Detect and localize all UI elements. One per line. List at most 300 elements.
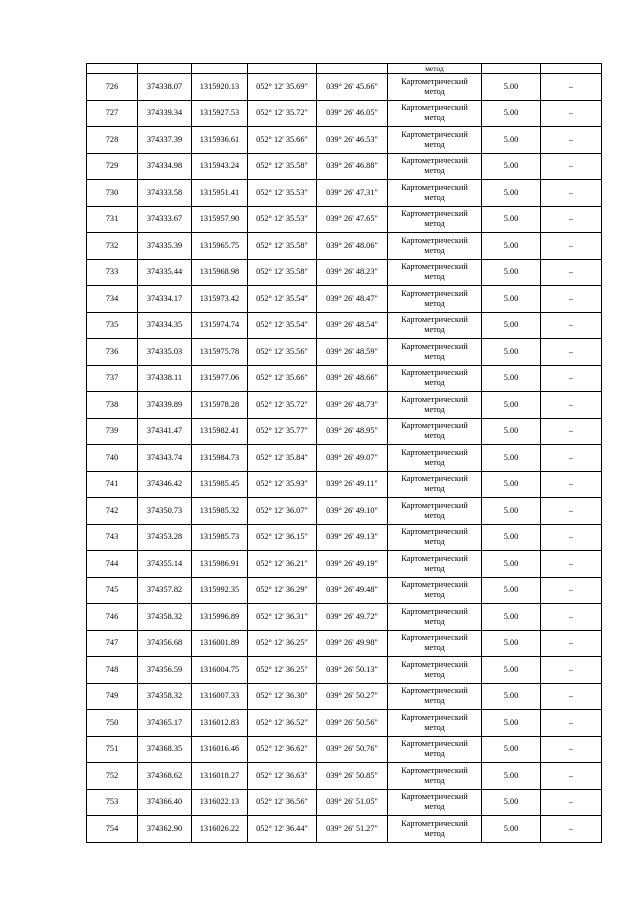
accuracy-cell: 5.00 <box>482 233 541 260</box>
point-number-cell: 733 <box>87 259 138 286</box>
accuracy-cell: 5.00 <box>482 471 541 498</box>
longitude-cell: 039° 26' 48.23" <box>317 259 388 286</box>
x-coordinate-cell: 374353.28 <box>138 524 192 551</box>
note-cell: – <box>541 736 602 763</box>
table-row <box>87 551 602 578</box>
table-row <box>87 736 602 763</box>
method-cell <box>388 683 482 710</box>
method-line-2: метод <box>424 616 445 626</box>
x-coordinate-cell: 374368.35 <box>138 736 192 763</box>
y-coordinate-cell: 1316004.75 <box>192 657 248 684</box>
accuracy-cell: 5.00 <box>482 710 541 737</box>
latitude-cell: 052° 12' 35.93" <box>248 471 317 498</box>
table-row <box>87 153 602 180</box>
latitude-cell: 052° 12' 35.56" <box>248 339 317 366</box>
method-line-2: метод <box>424 643 445 653</box>
method-cell <box>388 418 482 445</box>
table-row <box>87 100 602 127</box>
method-line-2: метод <box>424 245 445 255</box>
point-number-cell: 748 <box>87 657 138 684</box>
method-line-2: метод <box>424 378 445 388</box>
x-coordinate-cell: 374350.73 <box>138 498 192 525</box>
y-coordinate-cell: 1315985.45 <box>192 471 248 498</box>
method-cell <box>388 710 482 737</box>
y-coordinate-cell: 1315985.73 <box>192 524 248 551</box>
method-cell <box>388 392 482 419</box>
point-number-cell: 746 <box>87 604 138 631</box>
accuracy-cell: 5.00 <box>482 74 541 101</box>
table-row <box>87 259 602 286</box>
note-cell: – <box>541 789 602 816</box>
method-line-1: Картометрический <box>401 659 468 669</box>
accuracy-cell: 5.00 <box>482 789 541 816</box>
method-line-1: Картометрический <box>401 129 468 139</box>
table-row <box>87 604 602 631</box>
table-row <box>87 657 602 684</box>
cell-continued-5 <box>317 64 388 74</box>
latitude-cell: 052° 12' 35.72" <box>248 100 317 127</box>
x-coordinate-cell: 374365.17 <box>138 710 192 737</box>
longitude-cell: 039° 26' 49.48" <box>317 577 388 604</box>
longitude-cell: 039° 26' 50.76" <box>317 736 388 763</box>
method-line-1: Картометрический <box>401 421 468 431</box>
latitude-cell: 052° 12' 35.54" <box>248 286 317 313</box>
latitude-cell: 052° 12' 36.25" <box>248 630 317 657</box>
latitude-cell: 052° 12' 35.66" <box>248 127 317 154</box>
method-line-2: метод <box>424 86 445 96</box>
longitude-cell: 039° 26' 46.88" <box>317 153 388 180</box>
accuracy-cell: 5.00 <box>482 630 541 657</box>
latitude-cell: 052° 12' 36.25" <box>248 657 317 684</box>
longitude-cell: 039° 26' 48.59" <box>317 339 388 366</box>
note-cell: – <box>541 392 602 419</box>
point-number-cell: 737 <box>87 365 138 392</box>
x-coordinate-cell: 374338.07 <box>138 74 192 101</box>
method-line-1: Картометрический <box>401 553 468 563</box>
x-coordinate-cell: 374334.17 <box>138 286 192 313</box>
point-number-cell: 752 <box>87 763 138 790</box>
table-row <box>87 339 602 366</box>
latitude-cell: 052° 12' 36.52" <box>248 710 317 737</box>
latitude-cell: 052° 12' 35.53" <box>248 180 317 207</box>
x-coordinate-cell: 374339.89 <box>138 392 192 419</box>
x-coordinate-cell: 374366.40 <box>138 789 192 816</box>
method-line-1: Картометрический <box>401 527 468 537</box>
table-row <box>87 392 602 419</box>
x-coordinate-cell: 374335.39 <box>138 233 192 260</box>
y-coordinate-cell: 1315984.73 <box>192 445 248 472</box>
method-line-1: Картометрический <box>401 156 468 166</box>
method-line-1: Картометрический <box>401 341 468 351</box>
x-coordinate-cell: 374358.32 <box>138 683 192 710</box>
table-row <box>87 445 602 472</box>
point-number-cell: 750 <box>87 710 138 737</box>
cell-continued-2 <box>138 64 192 74</box>
point-number-cell: 740 <box>87 445 138 472</box>
table-row <box>87 789 602 816</box>
method-line-2: метод <box>424 298 445 308</box>
y-coordinate-cell: 1315936.61 <box>192 127 248 154</box>
table-row <box>87 365 602 392</box>
point-number-cell: 729 <box>87 153 138 180</box>
y-coordinate-cell: 1315986.91 <box>192 551 248 578</box>
x-coordinate-cell: 374368.62 <box>138 763 192 790</box>
table-row <box>87 683 602 710</box>
method-cell <box>388 100 482 127</box>
y-coordinate-cell: 1316018.27 <box>192 763 248 790</box>
method-line-2: метод <box>424 113 445 123</box>
method-cell <box>388 577 482 604</box>
table-row <box>87 312 602 339</box>
longitude-cell: 039° 26' 49.11" <box>317 471 388 498</box>
accuracy-cell: 5.00 <box>482 127 541 154</box>
method-line-2: метод <box>424 749 445 759</box>
note-cell: – <box>541 816 602 843</box>
method-cell <box>388 180 482 207</box>
point-number-cell: 753 <box>87 789 138 816</box>
method-cell <box>388 233 482 260</box>
latitude-cell: 052° 12' 36.62" <box>248 736 317 763</box>
method-line-1: Картометрический <box>401 580 468 590</box>
method-line-2: метод <box>424 484 445 494</box>
method-line-2: метод <box>424 139 445 149</box>
y-coordinate-cell: 1316001.89 <box>192 630 248 657</box>
note-cell: – <box>541 657 602 684</box>
method-cell <box>388 471 482 498</box>
x-coordinate-cell: 374343.74 <box>138 445 192 472</box>
longitude-cell: 039° 26' 50.27" <box>317 683 388 710</box>
cell-continued-3 <box>192 64 248 74</box>
accuracy-cell: 5.00 <box>482 604 541 631</box>
method-line-2: метод <box>424 325 445 335</box>
x-coordinate-cell: 374337.39 <box>138 127 192 154</box>
accuracy-cell: 5.00 <box>482 339 541 366</box>
note-cell: – <box>541 630 602 657</box>
point-number-cell: 745 <box>87 577 138 604</box>
y-coordinate-cell: 1315996.89 <box>192 604 248 631</box>
method-line-1: Картометрический <box>401 262 468 272</box>
longitude-cell: 039° 26' 49.10" <box>317 498 388 525</box>
method-line-1: Картометрический <box>401 765 468 775</box>
latitude-cell: 052° 12' 35.58" <box>248 259 317 286</box>
table-row <box>87 524 602 551</box>
note-cell: – <box>541 233 602 260</box>
longitude-cell: 039° 26' 48.66" <box>317 365 388 392</box>
point-number-cell: 727 <box>87 100 138 127</box>
note-cell: – <box>541 339 602 366</box>
method-cell <box>388 365 482 392</box>
method-cell <box>388 763 482 790</box>
latitude-cell: 052° 12' 36.15" <box>248 524 317 551</box>
x-coordinate-cell: 374339.34 <box>138 100 192 127</box>
x-coordinate-cell: 374338.11 <box>138 365 192 392</box>
method-line-2: метод <box>424 563 445 573</box>
point-number-cell: 747 <box>87 630 138 657</box>
point-number-cell: 726 <box>87 74 138 101</box>
method-line-1: Картометрический <box>401 315 468 325</box>
point-number-cell: 751 <box>87 736 138 763</box>
point-number-cell: 731 <box>87 206 138 233</box>
accuracy-cell: 5.00 <box>482 259 541 286</box>
method-cell <box>388 286 482 313</box>
method-cell <box>388 630 482 657</box>
table-row <box>87 286 602 313</box>
x-coordinate-cell: 374334.98 <box>138 153 192 180</box>
accuracy-cell: 5.00 <box>482 206 541 233</box>
x-coordinate-cell: 374355.14 <box>138 551 192 578</box>
method-cell <box>388 736 482 763</box>
method-line-1: Картометрический <box>401 76 468 86</box>
table-row <box>87 763 602 790</box>
method-line-2: метод <box>424 272 445 282</box>
longitude-cell: 039° 26' 49.13" <box>317 524 388 551</box>
longitude-cell: 039° 26' 47.31" <box>317 180 388 207</box>
y-coordinate-cell: 1315927.53 <box>192 100 248 127</box>
accuracy-cell: 5.00 <box>482 153 541 180</box>
method-cell <box>388 206 482 233</box>
point-number-cell: 743 <box>87 524 138 551</box>
note-cell: – <box>541 683 602 710</box>
note-cell: – <box>541 445 602 472</box>
table-row <box>87 127 602 154</box>
method-line-1: Картометрический <box>401 474 468 484</box>
method-cell <box>388 259 482 286</box>
table-body <box>87 64 602 843</box>
point-number-cell: 739 <box>87 418 138 445</box>
note-cell: – <box>541 206 602 233</box>
note-cell: – <box>541 180 602 207</box>
method-line-2: метод <box>424 590 445 600</box>
method-line-1: Картометрический <box>401 712 468 722</box>
method-line-1: Картометрический <box>401 182 468 192</box>
method-line-2: метод <box>424 510 445 520</box>
longitude-cell: 039° 26' 48.06" <box>317 233 388 260</box>
note-cell: – <box>541 604 602 631</box>
method-cell <box>388 498 482 525</box>
note-cell: – <box>541 471 602 498</box>
point-number-cell: 734 <box>87 286 138 313</box>
method-line-1: Картометрический <box>401 209 468 219</box>
method-line-1: Картометрический <box>401 368 468 378</box>
y-coordinate-cell: 1315992.35 <box>192 577 248 604</box>
longitude-cell: 039° 26' 49.72" <box>317 604 388 631</box>
method-line-1: Картометрический <box>401 818 468 828</box>
accuracy-cell: 5.00 <box>482 551 541 578</box>
point-number-cell: 754 <box>87 816 138 843</box>
latitude-cell: 052° 12' 35.53" <box>248 206 317 233</box>
y-coordinate-cell: 1315977.06 <box>192 365 248 392</box>
method-line-1: Картометрический <box>401 288 468 298</box>
point-number-cell: 742 <box>87 498 138 525</box>
method-line-2: метод <box>424 351 445 361</box>
point-number-cell: 741 <box>87 471 138 498</box>
accuracy-cell: 5.00 <box>482 657 541 684</box>
accuracy-cell: 5.00 <box>482 577 541 604</box>
y-coordinate-cell: 1315982.41 <box>192 418 248 445</box>
cell-continued-1 <box>87 64 138 74</box>
point-number-cell: 736 <box>87 339 138 366</box>
note-cell: – <box>541 259 602 286</box>
longitude-cell: 039° 26' 51.27" <box>317 816 388 843</box>
table-row <box>87 577 602 604</box>
note-cell: – <box>541 365 602 392</box>
point-number-cell: 728 <box>87 127 138 154</box>
latitude-cell: 052° 12' 36.29" <box>248 577 317 604</box>
x-coordinate-cell: 374341.47 <box>138 418 192 445</box>
method-line-2: метод <box>424 828 445 838</box>
latitude-cell: 052° 12' 36.21" <box>248 551 317 578</box>
method-line-2: метод <box>424 431 445 441</box>
y-coordinate-cell: 1315973.42 <box>192 286 248 313</box>
method-cell <box>388 604 482 631</box>
y-coordinate-cell: 1316007.33 <box>192 683 248 710</box>
y-coordinate-cell: 1316022.13 <box>192 789 248 816</box>
x-coordinate-cell: 374357.82 <box>138 577 192 604</box>
longitude-cell: 039° 26' 51.05" <box>317 789 388 816</box>
latitude-cell: 052° 12' 36.30" <box>248 683 317 710</box>
point-number-cell: 744 <box>87 551 138 578</box>
x-coordinate-cell: 374356.68 <box>138 630 192 657</box>
note-cell: – <box>541 763 602 790</box>
latitude-cell: 052° 12' 36.31" <box>248 604 317 631</box>
latitude-cell: 052° 12' 36.63" <box>248 763 317 790</box>
note-cell: – <box>541 74 602 101</box>
x-coordinate-cell: 374333.58 <box>138 180 192 207</box>
cell-continued-4 <box>248 64 317 74</box>
method-cell <box>388 312 482 339</box>
y-coordinate-cell: 1316026.22 <box>192 816 248 843</box>
method-line-1: Картометрический <box>401 633 468 643</box>
latitude-cell: 052° 12' 35.84" <box>248 445 317 472</box>
x-coordinate-cell: 374362.90 <box>138 816 192 843</box>
x-coordinate-cell: 374335.03 <box>138 339 192 366</box>
table-row <box>87 206 602 233</box>
method-line-2: метод <box>424 537 445 547</box>
y-coordinate-cell: 1315920.13 <box>192 74 248 101</box>
longitude-cell: 039° 26' 48.54" <box>317 312 388 339</box>
point-number-cell: 738 <box>87 392 138 419</box>
longitude-cell: 039° 26' 49.19" <box>317 551 388 578</box>
y-coordinate-cell: 1315965.75 <box>192 233 248 260</box>
longitude-cell: 039° 26' 48.47" <box>317 286 388 313</box>
method-line-2: метод <box>424 669 445 679</box>
method-line-1: Картометрический <box>401 235 468 245</box>
point-number-cell: 735 <box>87 312 138 339</box>
x-coordinate-cell: 374333.67 <box>138 206 192 233</box>
method-line-2: метод <box>424 802 445 812</box>
note-cell: – <box>541 127 602 154</box>
accuracy-cell: 5.00 <box>482 683 541 710</box>
note-cell: – <box>541 524 602 551</box>
y-coordinate-cell: 1315968.98 <box>192 259 248 286</box>
latitude-cell: 052° 12' 36.07" <box>248 498 317 525</box>
coordinates-table <box>86 63 602 843</box>
x-coordinate-cell: 374358.32 <box>138 604 192 631</box>
longitude-cell: 039° 26' 45.66" <box>317 74 388 101</box>
method-cell <box>388 657 482 684</box>
table-row <box>87 74 602 101</box>
y-coordinate-cell: 1315957.90 <box>192 206 248 233</box>
longitude-cell: 039° 26' 48.73" <box>317 392 388 419</box>
note-cell: – <box>541 418 602 445</box>
accuracy-cell: 5.00 <box>482 312 541 339</box>
method-cell <box>388 153 482 180</box>
method-line-2: метод <box>424 192 445 202</box>
method-line-1: Картометрический <box>401 103 468 113</box>
longitude-cell: 039° 26' 46.53" <box>317 127 388 154</box>
note-cell: – <box>541 312 602 339</box>
table-row <box>87 630 602 657</box>
latitude-cell: 052° 12' 35.58" <box>248 233 317 260</box>
method-line-1: Картометрический <box>401 500 468 510</box>
cell-continued-7 <box>482 64 541 74</box>
x-coordinate-cell: 374334.35 <box>138 312 192 339</box>
note-cell: – <box>541 710 602 737</box>
point-number-cell: 749 <box>87 683 138 710</box>
table-row <box>87 498 602 525</box>
table-row <box>87 471 602 498</box>
accuracy-cell: 5.00 <box>482 763 541 790</box>
longitude-cell: 039° 26' 50.13" <box>317 657 388 684</box>
accuracy-cell: 5.00 <box>482 392 541 419</box>
y-coordinate-cell: 1315975.78 <box>192 339 248 366</box>
method-cell <box>388 339 482 366</box>
method-cell <box>388 445 482 472</box>
method-cell <box>388 816 482 843</box>
note-cell: – <box>541 577 602 604</box>
accuracy-cell: 5.00 <box>482 365 541 392</box>
longitude-cell: 039° 26' 47.65" <box>317 206 388 233</box>
method-line-2: метод <box>424 219 445 229</box>
y-coordinate-cell: 1315951.41 <box>192 180 248 207</box>
y-coordinate-cell: 1315943.24 <box>192 153 248 180</box>
note-cell: – <box>541 153 602 180</box>
longitude-cell: 039° 26' 49.98" <box>317 630 388 657</box>
accuracy-cell: 5.00 <box>482 736 541 763</box>
method-line-1: Картометрический <box>401 447 468 457</box>
accuracy-cell: 5.00 <box>482 180 541 207</box>
table-row <box>87 233 602 260</box>
x-coordinate-cell: 374356.59 <box>138 657 192 684</box>
accuracy-cell: 5.00 <box>482 498 541 525</box>
latitude-cell: 052° 12' 35.69" <box>248 74 317 101</box>
y-coordinate-cell: 1315974.74 <box>192 312 248 339</box>
accuracy-cell: 5.00 <box>482 100 541 127</box>
y-coordinate-cell: 1316012.83 <box>192 710 248 737</box>
cell-continued-8 <box>541 64 602 74</box>
method-line-2: метод <box>424 722 445 732</box>
accuracy-cell: 5.00 <box>482 524 541 551</box>
longitude-cell: 039° 26' 46.05" <box>317 100 388 127</box>
point-number-cell: 730 <box>87 180 138 207</box>
method-line-2: метод <box>424 457 445 467</box>
table-row <box>87 816 602 843</box>
note-cell: – <box>541 100 602 127</box>
longitude-cell: 039° 26' 48.95" <box>317 418 388 445</box>
x-coordinate-cell: 374346.42 <box>138 471 192 498</box>
note-cell: – <box>541 286 602 313</box>
latitude-cell: 052° 12' 35.66" <box>248 365 317 392</box>
point-number-cell: 732 <box>87 233 138 260</box>
method-line-1: Картометрический <box>401 394 468 404</box>
y-coordinate-cell: 1315978.28 <box>192 392 248 419</box>
cell-continued-method: метод <box>388 64 482 74</box>
longitude-cell: 039° 26' 49.07" <box>317 445 388 472</box>
method-cell <box>388 789 482 816</box>
method-line-1: Картометрический <box>401 792 468 802</box>
y-coordinate-cell: 1315985.32 <box>192 498 248 525</box>
table-row <box>87 418 602 445</box>
